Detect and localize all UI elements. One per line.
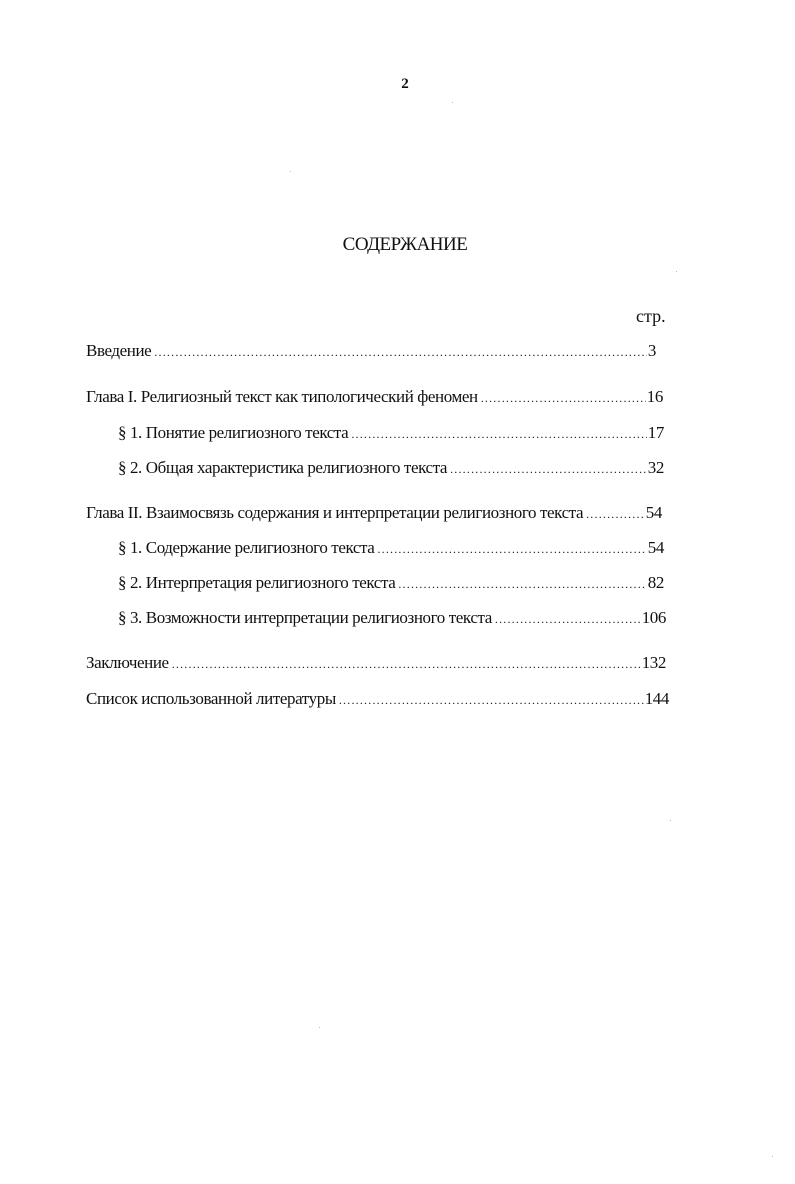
scan-speck: [670, 820, 671, 821]
toc-leader-dots: [450, 458, 647, 480]
toc-entry-text: § 1. Понятие религиозного текста: [118, 423, 349, 442]
page-column-label: стр.: [636, 306, 666, 326]
toc-leader-dots: [351, 423, 646, 445]
toc-entry-chapter-2-section-1: [118, 537, 664, 560]
scan-speck: [319, 1027, 320, 1028]
toc-leader-dots: [481, 387, 646, 409]
toc-entry-page: 54: [647, 538, 664, 557]
toc-entry-chapter-1-section-1: [118, 422, 664, 445]
toc-leader-dots: [586, 503, 645, 525]
scan-speck: [772, 1156, 773, 1157]
toc-entry-page: 32: [647, 458, 664, 477]
page-number: 2: [401, 76, 409, 92]
toc-entry-text: § 2. Общая характеристика религиозного текста: [118, 458, 448, 477]
toc-entry-text: Введение: [86, 341, 152, 360]
toc-entry-chapter-1: [86, 386, 663, 409]
toc-entry-page: 54: [645, 503, 662, 522]
toc-entry-chapter-2: [86, 502, 662, 525]
toc-leader-dots: [398, 573, 646, 595]
toc-entry-chapter-2-section-3: [118, 607, 666, 630]
toc-leader-dots: [339, 689, 644, 711]
toc-entry-introduction: [86, 340, 656, 363]
toc-entry-page: 3: [647, 341, 656, 360]
toc-entry-text: § 2. Интерпретация религиозного текста: [118, 573, 396, 592]
scan-speck: [452, 102, 453, 103]
toc-entry-text: § 3. Возможности интерпретации религиозного текста: [118, 608, 492, 627]
toc-entry-page: 82: [647, 573, 664, 592]
toc-leader-dots: [172, 653, 641, 675]
toc-entry-page: 16: [646, 387, 663, 406]
toc-entry-text: § 1. Содержание религиозного текста: [118, 538, 375, 557]
toc-entry-text: Глава I. Религиозный текст как типологический феномен: [86, 387, 478, 406]
toc-entry-text: Глава II. Взаимосвязь содержания и интерпретации религиозного текста: [86, 503, 584, 522]
toc-entry-page: 17: [647, 423, 664, 442]
toc-entry-chapter-1-section-2: [118, 457, 664, 480]
toc-entry-chapter-2-section-2: [118, 572, 664, 595]
scan-speck: [676, 271, 677, 272]
toc-entry-page: 106: [641, 608, 666, 627]
toc-entry-conclusion: [86, 652, 666, 675]
toc-leader-dots: [495, 608, 641, 630]
toc-leader-dots: [377, 538, 646, 560]
toc-entry-page: 144: [644, 689, 669, 708]
toc-leader-dots: [154, 341, 647, 363]
toc-entry-text: Список использованной литературы: [86, 689, 336, 708]
page-title: СОДЕРЖАНИЕ: [342, 234, 468, 255]
scan-speck: [290, 171, 291, 172]
toc-entry-page: 132: [641, 653, 666, 672]
toc-entry-bibliography: [86, 688, 669, 711]
toc-entry-text: Заключение: [86, 653, 169, 672]
